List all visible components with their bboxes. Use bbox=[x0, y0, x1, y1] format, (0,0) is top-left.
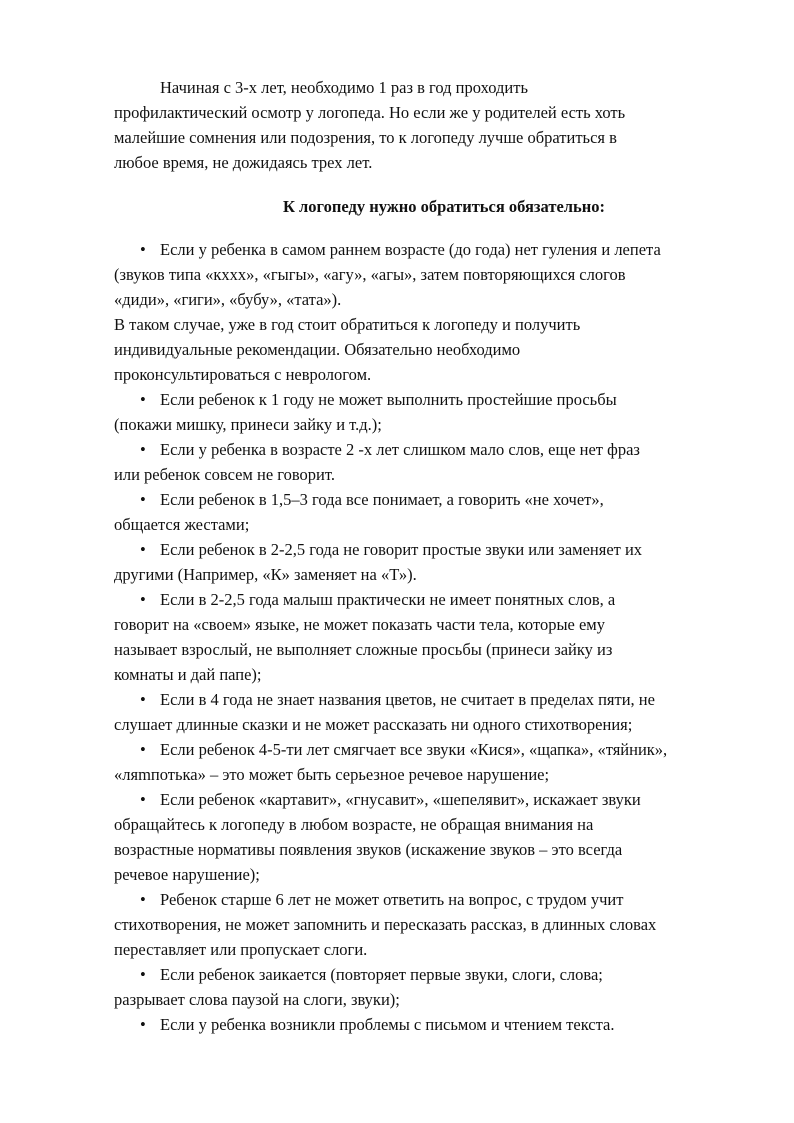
requirements-list bbox=[114, 237, 736, 1037]
bullet-icon: • bbox=[140, 1015, 146, 1034]
list-item-text: речевое нарушение); bbox=[114, 865, 260, 884]
intro-line: Начиная с 3-х лет, необходимо 1 раз в год проходить bbox=[160, 78, 528, 97]
list-item-text: Если ребенок в 1,5–3 года все понимает, а говорить «не хочет», bbox=[160, 490, 604, 509]
list-item-text: В таком случае, уже в год стоит обратиться к логопеду и получить bbox=[114, 315, 581, 334]
list-item bbox=[114, 687, 736, 737]
list-item-text: Если ребенок в 2-2,5 года не говорит простые звуки или заменяет их bbox=[160, 540, 643, 559]
bullet-icon: • bbox=[140, 240, 146, 259]
bullet-icon: • bbox=[140, 890, 146, 909]
list-item bbox=[114, 587, 736, 687]
bullet-icon: • bbox=[140, 540, 146, 559]
list-item-text: Если ребенок к 1 году не может выполнить простейшие просьбы bbox=[160, 390, 617, 409]
bullet-icon: • bbox=[140, 590, 146, 609]
list-item-text: «диди», «гиги», «бубу», «тата»). bbox=[114, 290, 342, 309]
list-item-text: или ребенок совсем не говорит. bbox=[114, 465, 335, 484]
intro-line: малейшие сомнения или подозрения, то к логопеду лучше обратиться в bbox=[114, 128, 617, 147]
intro-line: любое время, не дожидаясь трех лет. bbox=[114, 153, 373, 172]
intro-paragraph bbox=[114, 75, 736, 175]
list-item-text: Если у ребенка в возрасте 2 -х лет слишком мало слов, еще нет фраз bbox=[160, 440, 640, 459]
list-item-text: называет взрослый, не выполняет сложные просьбы (принеси зайку из bbox=[114, 640, 613, 659]
list-item bbox=[114, 437, 736, 487]
list-item-text: комнаты и дай папе); bbox=[114, 665, 262, 684]
list-item-text: Если ребенок 4-5-ти лет смягчает все звуки «Кися», «щапка», «тяйник», bbox=[160, 740, 668, 759]
bullet-icon: • bbox=[140, 440, 146, 459]
intro-line: профилактический осмотр у логопеда. Но если же у родителей есть хоть bbox=[114, 103, 626, 122]
list-item-text: индивидуальные рекомендации. Обязательно необходимо bbox=[114, 340, 521, 359]
list-item-text: слушает длинные сказки и не может рассказать ни одного стихотворения; bbox=[114, 715, 633, 734]
list-item-text: говорит на «своем» языке, не может показать части тела, которые ему bbox=[114, 615, 605, 634]
list-item-text: проконсультироваться с неврологом. bbox=[114, 365, 372, 384]
list-item-text: (покажи мишку, принеси зайку и т.д.); bbox=[114, 415, 382, 434]
list-item-text: Если в 4 года не знает названия цветов, не считает в пределах пяти, не bbox=[160, 690, 655, 709]
bullet-icon: • bbox=[140, 490, 146, 509]
list-item-text: Если у ребенка в самом раннем возрасте (до года) нет гуления и лепета bbox=[160, 240, 661, 259]
list-item-text: стихотворения, не может запомнить и пересказать рассказ, в длинных словах bbox=[114, 915, 657, 934]
list-item-text: обращайтесь к логопеду в любом возрасте, не обращая внимания на bbox=[114, 815, 594, 834]
list-item bbox=[114, 487, 736, 537]
list-item-text: «ляmпотька» – это может быть серьезное речевое нарушение; bbox=[114, 765, 550, 784]
list-item bbox=[114, 887, 736, 962]
list-item-text: Если в 2-2,5 года малыш практически не имеет понятных слов, а bbox=[160, 590, 616, 609]
section-heading: К логопеду нужно обратиться обязательно: bbox=[282, 197, 606, 216]
bullet-icon: • bbox=[140, 965, 146, 984]
list-item bbox=[114, 962, 736, 1012]
list-item-text: Если ребенок заикается (повторяет первые звуки, слоги, слова; bbox=[160, 965, 603, 984]
list-item-text: переставляет или пропускает слоги. bbox=[114, 940, 368, 959]
list-item-text: возрастные нормативы появления звуков (искажение звуков – это всегда bbox=[114, 840, 623, 859]
list-item bbox=[114, 387, 736, 437]
list-item-text: (звуков типа «кххх», «гыгы», «агу», «агы», затем повторяющихся слогов bbox=[114, 265, 626, 284]
list-item bbox=[114, 1012, 736, 1037]
list-item bbox=[114, 787, 736, 887]
list-item bbox=[114, 537, 736, 587]
list-item-text: Если у ребенка возникли проблемы с письмом и чтением текста. bbox=[160, 1015, 615, 1034]
list-item-text: Ребенок старше 6 лет не может ответить на вопрос, с трудом учит bbox=[160, 890, 624, 909]
bullet-icon: • bbox=[140, 790, 146, 809]
bullet-icon: • bbox=[140, 690, 146, 709]
list-item-text: общается жестами; bbox=[114, 515, 250, 534]
list-item-text: разрывает слова паузой на слоги, звуки); bbox=[114, 990, 400, 1009]
list-item-text: Если ребенок «картавит», «гнусавит», «шепелявит», искажает звуки bbox=[160, 790, 641, 809]
list-item bbox=[114, 237, 736, 387]
list-item bbox=[114, 737, 736, 787]
list-item-text: другими (Например, «К» заменяет на «Т»). bbox=[114, 565, 417, 584]
bullet-icon: • bbox=[140, 390, 146, 409]
bullet-icon: • bbox=[140, 740, 146, 759]
